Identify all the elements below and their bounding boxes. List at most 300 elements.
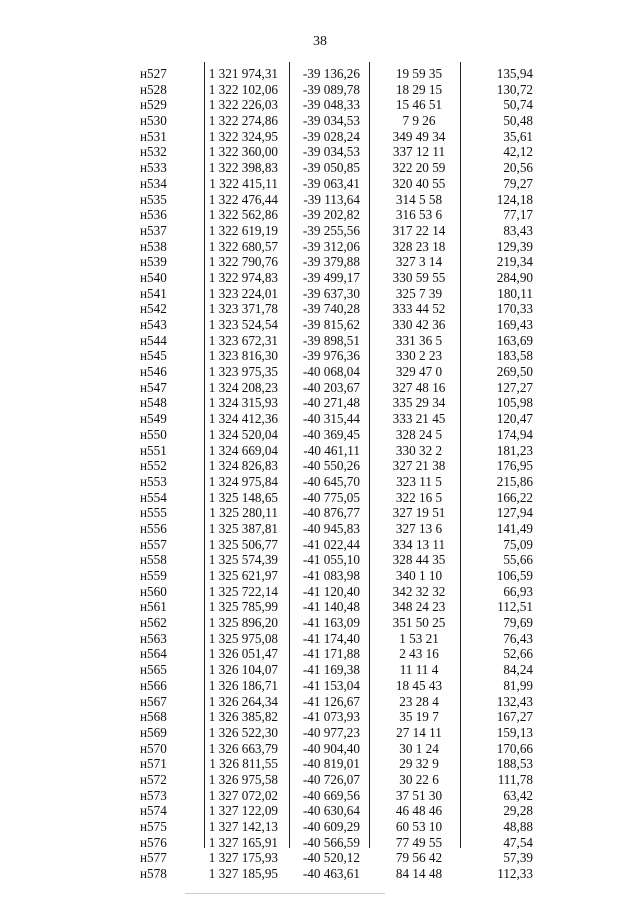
direction-angle-cell: 322 20 59	[392, 160, 446, 176]
x-coordinate-cell: 1 324 208,23	[208, 379, 278, 395]
x-coordinate-cell: 1 326 104,07	[208, 662, 278, 678]
distance-cell: 180,11	[497, 285, 533, 301]
distance-cell: 159,13	[496, 724, 533, 740]
x-coordinate-cell: 1 325 387,81	[208, 520, 278, 536]
direction-angle-cell: 84 14 48	[395, 866, 443, 882]
table-row	[0, 490, 640, 506]
y-coordinate-cell: -40 461,11	[303, 442, 360, 458]
point-id-cell: н550	[140, 426, 167, 442]
point-id-cell: н555	[140, 505, 167, 521]
point-id-cell: н548	[140, 395, 167, 411]
direction-angle-cell: 314 5 58	[395, 191, 443, 207]
x-coordinate-cell: 1 325 574,39	[208, 552, 278, 568]
distance-cell: 183,58	[496, 348, 533, 364]
x-coordinate-cell: 1 325 896,20	[208, 615, 278, 631]
distance-cell: 42,12	[503, 144, 533, 160]
direction-angle-cell: 60 53 10	[395, 819, 443, 834]
y-coordinate-cell: -40 669,56	[302, 787, 360, 803]
y-coordinate-cell: -39 063,41	[302, 175, 360, 191]
x-coordinate-cell: 1 324 669,04	[208, 442, 278, 458]
coordinates-table	[0, 66, 640, 882]
point-id-cell: н560	[140, 583, 167, 599]
table-row	[0, 631, 640, 647]
distance-cell: 141,49	[496, 520, 533, 536]
x-coordinate-cell: 1 321 974,31	[208, 66, 278, 81]
x-coordinate-cell: 1 324 975,84	[208, 473, 278, 489]
point-id-cell: н538	[140, 238, 167, 254]
point-id-cell: н544	[140, 332, 167, 348]
direction-angle-cell: 19 59 35	[395, 66, 443, 81]
distance-cell: 35,61	[503, 128, 533, 144]
table-row	[0, 850, 640, 866]
table-row	[0, 756, 640, 772]
point-id-cell: н549	[140, 411, 167, 427]
point-id-cell: н547	[140, 379, 167, 395]
y-coordinate-cell: -39 034,53	[302, 144, 360, 160]
table-row	[0, 866, 640, 882]
point-id-cell: н527	[140, 66, 167, 81]
table-row	[0, 662, 640, 678]
table-row	[0, 427, 640, 443]
direction-angle-cell: 327 21 38	[392, 458, 446, 474]
x-coordinate-cell: 1 323 371,78	[208, 301, 278, 317]
distance-cell: 52,66	[503, 646, 533, 662]
distance-cell: 83,43	[503, 222, 533, 238]
x-coordinate-cell: 1 322 226,03	[208, 97, 278, 113]
direction-angle-cell: 327 3 14	[395, 254, 443, 270]
point-id-cell: н545	[140, 348, 167, 364]
distance-cell: 181,23	[496, 442, 533, 458]
y-coordinate-cell: -40 271,48	[302, 395, 360, 411]
direction-angle-cell: 340 1 10	[395, 568, 443, 583]
x-coordinate-cell: 1 322 324,95	[208, 128, 278, 144]
point-id-cell: н567	[140, 693, 167, 709]
table-row	[0, 741, 640, 757]
distance-cell: 170,66	[496, 740, 533, 756]
y-coordinate-cell: -39 050,85	[302, 160, 360, 176]
distance-cell: 112,51	[497, 599, 533, 615]
distance-cell: 284,90	[496, 269, 533, 285]
y-coordinate-cell: -39 034,53	[302, 113, 360, 129]
point-id-cell: н575	[140, 819, 167, 834]
y-coordinate-cell: -39 136,26	[302, 66, 360, 81]
table-row	[0, 364, 640, 380]
y-coordinate-cell: -39 255,56	[302, 222, 360, 238]
table-row	[0, 552, 640, 568]
x-coordinate-cell: 1 326 663,79	[208, 740, 278, 756]
direction-angle-cell: 29 32 9	[399, 756, 439, 772]
direction-angle-cell: 327 19 51	[392, 505, 446, 521]
distance-cell: 176,95	[496, 458, 533, 474]
y-coordinate-cell: -41 163,09	[302, 615, 360, 631]
distance-cell: 75,09	[503, 536, 533, 552]
distance-cell: 20,56	[503, 160, 533, 176]
table-row	[0, 584, 640, 600]
distance-cell: 81,99	[503, 677, 533, 693]
point-id-cell: н572	[140, 771, 167, 787]
direction-angle-cell: 348 24 23	[392, 599, 446, 615]
distance-cell: 55,66	[503, 552, 533, 568]
distance-cell: 50,74	[503, 97, 533, 113]
distance-cell: 169,43	[496, 317, 533, 332]
direction-angle-cell: 77 49 55	[395, 834, 443, 850]
distance-cell: 129,39	[496, 238, 533, 254]
table-row	[0, 144, 640, 160]
table-row	[0, 380, 640, 396]
point-id-cell: н556	[140, 520, 167, 536]
table-row	[0, 725, 640, 741]
y-coordinate-cell: -39 113,64	[303, 191, 360, 207]
x-coordinate-cell: 1 326 811,55	[209, 756, 278, 772]
point-id-cell: н565	[140, 662, 167, 678]
x-coordinate-cell: 1 322 974,83	[208, 269, 278, 285]
table-row	[0, 270, 640, 286]
distance-cell: 48,88	[503, 819, 533, 834]
y-coordinate-cell: -40 630,64	[302, 803, 360, 819]
distance-cell: 79,69	[503, 615, 533, 631]
distance-cell: 79,27	[503, 175, 533, 191]
table-row	[0, 301, 640, 317]
y-coordinate-cell: -40 609,29	[302, 819, 360, 834]
distance-cell: 47,54	[503, 834, 533, 850]
direction-angle-cell: 317 22 14	[392, 222, 446, 238]
point-id-cell: н559	[140, 568, 167, 583]
y-coordinate-cell: -40 550,26	[302, 458, 360, 474]
y-coordinate-cell: -39 637,30	[302, 285, 360, 301]
direction-angle-cell: 323 11 5	[396, 473, 442, 489]
direction-angle-cell: 325 7 39	[395, 285, 443, 301]
direction-angle-cell: 333 44 52	[392, 301, 446, 317]
y-coordinate-cell: -41 055,10	[302, 552, 360, 568]
x-coordinate-cell: 1 324 520,04	[208, 426, 278, 442]
y-coordinate-cell: -40 068,04	[302, 364, 360, 380]
y-coordinate-cell: -41 083,98	[302, 568, 360, 583]
direction-angle-cell: 330 59 55	[392, 269, 446, 285]
y-coordinate-cell: -39 379,88	[302, 254, 360, 270]
direction-angle-cell: 330 32 2	[395, 442, 443, 458]
x-coordinate-cell: 1 326 264,34	[208, 693, 278, 709]
x-coordinate-cell: 1 323 672,31	[208, 332, 278, 348]
x-coordinate-cell: 1 322 619,19	[208, 222, 278, 238]
x-coordinate-cell: 1 323 224,01	[208, 285, 278, 301]
distance-cell: 66,93	[503, 583, 533, 599]
table-row	[0, 317, 640, 333]
table-row	[0, 819, 640, 835]
table-row	[0, 333, 640, 349]
table-row	[0, 113, 640, 129]
direction-angle-cell: 331 36 5	[395, 332, 443, 348]
distance-cell: 84,24	[503, 662, 533, 678]
x-coordinate-cell: 1 322 415,11	[209, 175, 278, 191]
y-coordinate-cell: -41 073,93	[302, 709, 360, 725]
x-coordinate-cell: 1 325 280,11	[209, 505, 278, 521]
x-coordinate-cell: 1 326 975,58	[208, 771, 278, 787]
x-coordinate-cell: 1 327 142,13	[208, 819, 278, 834]
x-coordinate-cell: 1 327 185,95	[208, 866, 278, 882]
point-id-cell: н557	[140, 536, 167, 552]
y-coordinate-cell: -40 315,44	[302, 411, 360, 427]
x-coordinate-cell: 1 326 186,71	[208, 677, 278, 693]
x-coordinate-cell: 1 323 816,30	[208, 348, 278, 364]
table-row	[0, 599, 640, 615]
direction-angle-cell: 330 42 36	[392, 317, 446, 332]
direction-angle-cell: 320 40 55	[392, 175, 446, 191]
distance-cell: 170,33	[496, 301, 533, 317]
table-row	[0, 615, 640, 631]
distance-cell: 106,59	[496, 568, 533, 583]
x-coordinate-cell: 1 325 975,08	[208, 630, 278, 646]
y-coordinate-cell: -40 977,23	[302, 724, 360, 740]
point-id-cell: н573	[140, 787, 167, 803]
x-coordinate-cell: 1 322 476,44	[208, 191, 278, 207]
direction-angle-cell: 18 29 15	[395, 81, 443, 97]
point-id-cell: н553	[140, 473, 167, 489]
distance-cell: 163,69	[496, 332, 533, 348]
direction-angle-cell: 322 16 5	[395, 489, 443, 505]
y-coordinate-cell: -40 876,77	[302, 505, 360, 521]
direction-angle-cell: 2 43 16	[399, 646, 439, 662]
point-id-cell: н566	[140, 677, 167, 693]
y-coordinate-cell: -39 089,78	[302, 81, 360, 97]
y-coordinate-cell: -40 645,70	[302, 473, 360, 489]
direction-angle-cell: 328 44 35	[392, 552, 446, 568]
point-id-cell: н569	[140, 724, 167, 740]
x-coordinate-cell: 1 322 360,00	[208, 144, 278, 160]
point-id-cell: н564	[140, 646, 167, 662]
table-row	[0, 443, 640, 459]
point-id-cell: н542	[140, 301, 167, 317]
distance-cell: 215,86	[496, 473, 533, 489]
point-id-cell: н536	[140, 207, 167, 223]
point-id-cell: н540	[140, 269, 167, 285]
x-coordinate-cell: 1 325 785,99	[208, 599, 278, 615]
table-row	[0, 458, 640, 474]
x-coordinate-cell: 1 325 506,77	[208, 536, 278, 552]
y-coordinate-cell: -39 312,06	[302, 238, 360, 254]
y-coordinate-cell: -41 022,44	[302, 536, 360, 552]
table-row	[0, 66, 640, 82]
point-id-cell: н570	[140, 740, 167, 756]
distance-cell: 130,72	[496, 81, 533, 97]
x-coordinate-cell: 1 327 122,09	[208, 803, 278, 819]
direction-angle-cell: 11 11 4	[399, 662, 439, 678]
table-row	[0, 395, 640, 411]
direction-angle-cell: 30 1 24	[399, 740, 439, 756]
y-coordinate-cell: -40 775,05	[302, 489, 360, 505]
y-coordinate-cell: -39 815,62	[302, 317, 360, 332]
point-id-cell: н552	[140, 458, 167, 474]
point-id-cell: н531	[140, 128, 167, 144]
distance-cell: 166,22	[496, 489, 533, 505]
y-coordinate-cell: -39 740,28	[302, 301, 360, 317]
table-row	[0, 803, 640, 819]
table-row	[0, 568, 640, 584]
direction-angle-cell: 23 28 4	[399, 693, 439, 709]
distance-cell: 50,48	[503, 113, 533, 129]
x-coordinate-cell: 1 322 562,86	[208, 207, 278, 223]
distance-cell: 77,17	[503, 207, 533, 223]
table-row	[0, 646, 640, 662]
direction-angle-cell: 333 21 45	[392, 411, 446, 427]
x-coordinate-cell: 1 322 790,76	[208, 254, 278, 270]
x-coordinate-cell: 1 323 524,54	[208, 317, 278, 332]
distance-cell: 269,50	[496, 364, 533, 380]
x-coordinate-cell: 1 326 051,47	[208, 646, 278, 662]
point-id-cell: н578	[140, 866, 167, 882]
distance-cell: 188,53	[496, 756, 533, 772]
x-coordinate-cell: 1 322 398,83	[208, 160, 278, 176]
point-id-cell: н563	[140, 630, 167, 646]
distance-cell: 111,78	[497, 771, 533, 787]
table-row	[0, 82, 640, 98]
table-row	[0, 521, 640, 537]
table-row	[0, 835, 640, 851]
table-row	[0, 176, 640, 192]
table-row	[0, 678, 640, 694]
y-coordinate-cell: -40 463,61	[302, 866, 360, 882]
x-coordinate-cell: 1 327 175,93	[208, 850, 278, 866]
direction-angle-cell: 335 29 34	[392, 395, 446, 411]
direction-angle-cell: 27 14 11	[396, 724, 442, 740]
y-coordinate-cell: -39 898,51	[302, 332, 360, 348]
direction-angle-cell: 35 19 7	[399, 709, 439, 725]
table-row	[0, 474, 640, 490]
x-coordinate-cell: 1 324 412,36	[208, 411, 278, 427]
table-row	[0, 286, 640, 302]
y-coordinate-cell: -39 028,24	[302, 128, 360, 144]
x-coordinate-cell: 1 322 102,06	[208, 81, 278, 97]
y-coordinate-cell: -40 369,45	[302, 426, 360, 442]
point-id-cell: н546	[140, 364, 167, 380]
x-coordinate-cell: 1 322 680,57	[208, 238, 278, 254]
point-id-cell: н551	[140, 442, 167, 458]
direction-angle-cell: 46 48 46	[395, 803, 443, 819]
direction-angle-cell: 7 9 26	[402, 113, 436, 129]
x-coordinate-cell: 1 326 522,30	[208, 724, 278, 740]
distance-cell: 105,98	[496, 395, 533, 411]
point-id-cell: н568	[140, 709, 167, 725]
distance-cell: 29,28	[503, 803, 533, 819]
distance-cell: 127,27	[496, 379, 533, 395]
table-row	[0, 505, 640, 521]
point-id-cell: н537	[140, 222, 167, 238]
y-coordinate-cell: -41 174,40	[302, 630, 360, 646]
table-row	[0, 411, 640, 427]
table-row	[0, 709, 640, 725]
table-row	[0, 97, 640, 113]
point-id-cell: н571	[140, 756, 167, 772]
table-row	[0, 788, 640, 804]
point-id-cell: н561	[140, 599, 167, 615]
x-coordinate-cell: 1 324 826,83	[208, 458, 278, 474]
point-id-cell: н577	[140, 850, 167, 866]
table-row	[0, 160, 640, 176]
distance-cell: 76,43	[503, 630, 533, 646]
y-coordinate-cell: -40 904,40	[302, 740, 360, 756]
point-id-cell: н541	[140, 285, 167, 301]
distance-cell: 174,94	[496, 426, 533, 442]
table-row	[0, 694, 640, 710]
point-id-cell: н530	[140, 113, 167, 129]
x-coordinate-cell: 1 322 274,86	[208, 113, 278, 129]
point-id-cell: н554	[140, 489, 167, 505]
point-id-cell: н558	[140, 552, 167, 568]
distance-cell: 120,47	[496, 411, 533, 427]
x-coordinate-cell: 1 324 315,93	[208, 395, 278, 411]
direction-angle-cell: 37 51 30	[395, 787, 443, 803]
table-row	[0, 254, 640, 270]
point-id-cell: н539	[140, 254, 167, 270]
point-id-cell: н576	[140, 834, 167, 850]
point-id-cell: н534	[140, 175, 167, 191]
bottom-rule	[185, 893, 385, 894]
direction-angle-cell: 1 53 21	[399, 630, 439, 646]
y-coordinate-cell: -41 169,38	[302, 662, 360, 678]
direction-angle-cell: 329 47 0	[395, 364, 443, 380]
distance-cell: 219,34	[496, 254, 533, 270]
page-number: 38	[313, 34, 327, 49]
point-id-cell: н533	[140, 160, 167, 176]
direction-angle-cell: 330 2 23	[395, 348, 443, 364]
x-coordinate-cell: 1 325 722,14	[208, 583, 278, 599]
y-coordinate-cell: -40 203,67	[302, 379, 360, 395]
y-coordinate-cell: -40 520,12	[302, 850, 360, 866]
point-id-cell: н532	[140, 144, 167, 160]
x-coordinate-cell: 1 326 385,82	[208, 709, 278, 725]
distance-cell: 57,39	[503, 850, 533, 866]
distance-cell: 135,94	[496, 66, 533, 81]
y-coordinate-cell: -41 153,04	[302, 677, 360, 693]
table-row	[0, 348, 640, 364]
x-coordinate-cell: 1 327 072,02	[208, 787, 278, 803]
y-coordinate-cell: -41 126,67	[302, 693, 360, 709]
direction-angle-cell: 328 23 18	[392, 238, 446, 254]
distance-cell: 63,42	[503, 787, 533, 803]
direction-angle-cell: 328 24 5	[395, 426, 443, 442]
y-coordinate-cell: -39 976,36	[302, 348, 360, 364]
y-coordinate-cell: -41 171,88	[302, 646, 360, 662]
y-coordinate-cell: -39 499,17	[302, 269, 360, 285]
distance-cell: 127,94	[496, 505, 533, 521]
distance-cell: 124,18	[496, 191, 533, 207]
y-coordinate-cell: -40 566,59	[302, 834, 360, 850]
direction-angle-cell: 334 13 11	[392, 536, 446, 552]
distance-cell: 112,33	[497, 866, 533, 882]
x-coordinate-cell: 1 323 975,35	[208, 364, 278, 380]
direction-angle-cell: 327 48 16	[392, 379, 446, 395]
direction-angle-cell: 342 32 32	[392, 583, 446, 599]
distance-cell: 132,43	[496, 693, 533, 709]
direction-angle-cell: 18 45 43	[395, 677, 443, 693]
direction-angle-cell: 15 46 51	[395, 97, 443, 113]
direction-angle-cell: 79 56 42	[395, 850, 443, 866]
table-row	[0, 207, 640, 223]
x-coordinate-cell: 1 325 621,97	[208, 568, 278, 583]
y-coordinate-cell: -40 726,07	[302, 771, 360, 787]
table-row	[0, 772, 640, 788]
table-row	[0, 192, 640, 208]
point-id-cell: н562	[140, 615, 167, 631]
point-id-cell: н529	[140, 97, 167, 113]
point-id-cell: н543	[140, 317, 167, 332]
point-id-cell: н574	[140, 803, 167, 819]
distance-cell: 167,27	[496, 709, 533, 725]
point-id-cell: н535	[140, 191, 167, 207]
table-row	[0, 239, 640, 255]
x-coordinate-cell: 1 327 165,91	[208, 834, 278, 850]
point-id-cell: н528	[140, 81, 167, 97]
y-coordinate-cell: -41 120,40	[302, 583, 360, 599]
